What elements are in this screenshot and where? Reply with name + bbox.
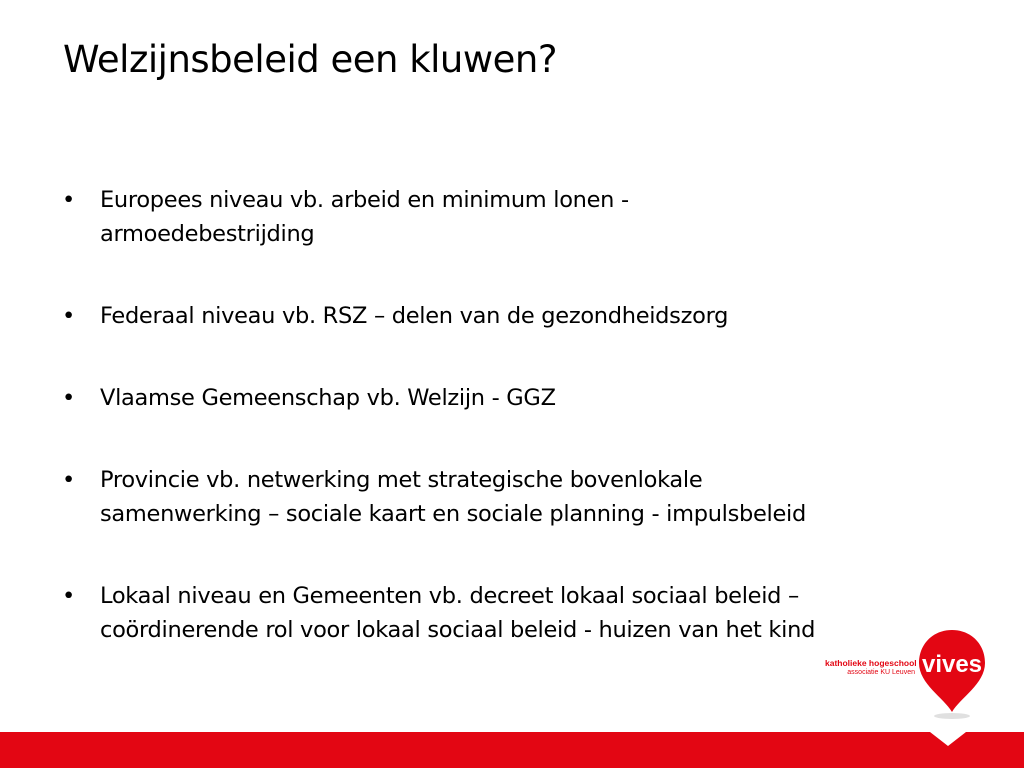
- bullet-line: Vlaamse Gemeenschap vb. Welzijn - GGZ: [100, 385, 556, 411]
- bullet-line: coördinerende rol voor lokaal sociaal beleid - huizen van het kind: [100, 617, 816, 643]
- logo-brand-text: vives: [921, 651, 983, 678]
- footer-bar: [0, 732, 1024, 768]
- location-pin-icon: [917, 628, 987, 724]
- slide-title: Welzijnsbeleid een kluwen?: [63, 38, 557, 81]
- bullet-item: [62, 299, 942, 333]
- bullet-line: Lokaal niveau en Gemeenten vb. decreet lokaal sociaal beleid –: [100, 583, 799, 609]
- bullet-list: [62, 183, 942, 695]
- bullet-line: Federaal niveau vb. RSZ – delen van de gezondheidszorg: [100, 303, 729, 329]
- logo-line-association: associatie KU Leuven: [847, 669, 915, 676]
- logo-subtitle: [825, 658, 915, 678]
- bullet-item: [62, 579, 942, 647]
- bullet-line: Provincie vb. netwerking met strategische bovenlokale: [100, 467, 703, 493]
- bullet-line: samenwerking – sociale kaart en sociale planning - impulsbeleid: [100, 501, 806, 527]
- bullet-item: [62, 381, 942, 415]
- bullet-item: [62, 463, 942, 531]
- footer-notch: [930, 732, 966, 746]
- logo-line-school: katholieke hogeschool: [825, 658, 917, 668]
- vives-logo: [825, 628, 990, 728]
- bullet-line: Europees niveau vb. arbeid en minimum lonen -: [100, 187, 629, 213]
- bullet-item: [62, 183, 942, 251]
- bullet-line: armoedebestrijding: [100, 221, 315, 247]
